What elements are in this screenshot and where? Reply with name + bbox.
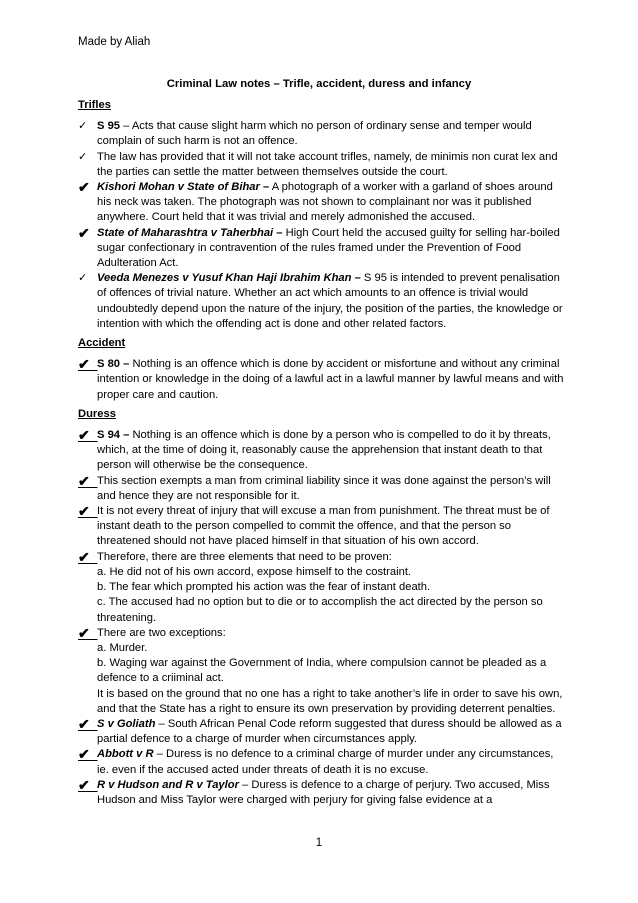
- list-item: [78, 226, 564, 272]
- item-text: [97, 227, 560, 269]
- sub-point: b. The fear which prompted his action was the fear of instant death.: [97, 581, 431, 594]
- item-text: [97, 627, 226, 639]
- list-item: [78, 504, 564, 550]
- list-item: [78, 778, 564, 808]
- item-body-text: Nothing is an offence which is done by accident or misfortune and without any criminal intention or knowledge in the doing of a lawful act in a lawful manner by lawful means and with proper care and caution.: [97, 358, 564, 401]
- item-text: [97, 429, 551, 471]
- item-text: [97, 358, 563, 400]
- item-body-text: Therefore, there are three elements that need to be proven:: [97, 550, 392, 563]
- sub-point: b. Waging war against the Government of India, where compulsion cannot be pleaded as a defence to a criiminal act.: [97, 657, 547, 685]
- list-item: [78, 626, 564, 717]
- item-body-text: The law has provided that it will not take account trifles, namely, de minimis non curat lex and the parties can settle the matter between themselves outside the court.: [97, 150, 558, 178]
- checkmark-icon: ✓: [78, 272, 88, 285]
- section-heading: Trifles: [78, 99, 111, 111]
- section-accident: [78, 336, 564, 403]
- checkmark-icon: ✔: [78, 746, 90, 763]
- checkmark-icon: ✔: [78, 548, 90, 565]
- item-body-text: – South African Penal Code reform suggested that duress should be allowed as a partial defence to a charge of murder when circumstances apply.: [97, 717, 562, 746]
- item-text: [97, 779, 549, 806]
- item-text: [97, 181, 553, 223]
- page-header: Made by Aliah: [78, 36, 151, 48]
- sub-point: c. The accused had no option but to die or to accomplish the act directed by the person so threatening.: [97, 596, 543, 624]
- case-or-section-reference: State of Maharashtra v Taherbhai –: [97, 226, 283, 239]
- item-body-text: Nothing is an offence which is done by a person who is compelled to do it by threats, which, at the time of doing it, reasonably cause the apprehension that instant death to that person will otherwise be the consequence.: [97, 429, 551, 472]
- item-body-text: S 95 is intended to prevent penalisation of offences of trivial nature. Whether an act which amounts to an offence is trivial would undoubtedly depend upon the nature of the injury, the position of the parties, the knowledge or intention with which the offending act is done and other related factors.: [97, 272, 563, 330]
- case-or-section-reference: R v Hudson and R v Taylor: [97, 778, 239, 791]
- case-or-section-reference: S 94 –: [97, 429, 130, 442]
- item-body-text: There are two exceptions:: [97, 626, 226, 639]
- item-text: [97, 120, 532, 147]
- document-title: Criminal Law notes – Trifle, accident, duress and infancy: [166, 78, 472, 90]
- item-body-text: – Duress is no defence to a criminal charge of murder under any circumstances, ie. even if the accused acted under threats of death it is no excuse.: [97, 748, 554, 776]
- item-text: [97, 551, 392, 563]
- checkmark-icon: ✔: [78, 715, 90, 732]
- section-trifles: [78, 98, 564, 332]
- case-or-section-reference: Veeda Menezes v Yusuf Khan Haji Ibrahim Khan –: [97, 272, 361, 285]
- case-or-section-reference: Abbott v R: [97, 748, 154, 761]
- item-text: [97, 151, 558, 178]
- sub-point: a. He did not of his own accord, expose himself to the costraint.: [97, 565, 412, 578]
- case-or-section-reference: S 95: [97, 120, 121, 133]
- checkmark-icon: ✔: [78, 776, 90, 793]
- list-item: [78, 357, 564, 403]
- list-item: [78, 747, 564, 777]
- list-item: [78, 271, 564, 332]
- section-heading: Accident: [78, 337, 126, 350]
- list-item: [78, 150, 564, 180]
- list-item: [78, 119, 564, 149]
- checkmark-icon: ✔: [78, 179, 90, 196]
- item-body-text: A photograph of a worker with a garland of shoes around his neck was taken. The photograph was not shown to complainant nor was it published anywhere. Court held that it was trivial and merely admonished the accused.: [97, 181, 553, 224]
- checkmark-icon: ✔: [78, 624, 90, 641]
- case-or-section-reference: S 80 –: [97, 358, 130, 371]
- checkmark-icon: ✔: [78, 503, 90, 520]
- item-body-text: It is not every threat of injury that will excuse a man from punishment. The threat must be of instant death to the person compelled to commit the offence, and that the person so threatened should not have placed himself in that situation of his own accord.: [97, 505, 550, 548]
- section-heading: Duress: [78, 407, 116, 420]
- section-duress: [78, 407, 564, 808]
- item-text: [97, 475, 551, 502]
- sub-point: a. Murder.: [97, 641, 148, 654]
- document-body: [78, 98, 564, 812]
- list-item: [78, 474, 564, 504]
- checkmark-icon: ✔: [78, 224, 90, 241]
- checkmark-icon: ✓: [78, 120, 88, 133]
- item-body-text: This section exempts a man from criminal liability since it was done against the person’s will and hence they are not responsible for it.: [97, 474, 551, 502]
- item-body-text: High Court held the accused guilty for selling har-boiled sugar confectionary in contravention of the rules framed under the Prevention of Food Adulteration Act.: [97, 226, 560, 270]
- page-number: 1: [315, 837, 323, 849]
- list-item: [78, 550, 564, 626]
- checkmark-icon: ✔: [78, 472, 90, 489]
- item-text: [97, 272, 563, 330]
- checkmark-icon: ✔: [78, 356, 90, 373]
- list-item: [78, 428, 564, 474]
- item-text: [97, 505, 549, 547]
- checkmark-icon: ✔: [78, 427, 90, 444]
- sub-point: It is based on the ground that no one has a right to take another’s life in order to save his own, and that the State has a right to ensure its own preservation by providing deterrent penalties.: [97, 687, 563, 715]
- list-item: [78, 717, 564, 747]
- item-text: [97, 748, 553, 775]
- list-item: [78, 180, 564, 226]
- checkmark-icon: ✓: [78, 150, 88, 163]
- case-or-section-reference: S v Goliath: [97, 717, 156, 730]
- case-or-section-reference: Kishori Mohan v State of Bihar –: [97, 181, 270, 194]
- item-text: [97, 718, 562, 745]
- item-body-text: – Acts that cause slight harm which no person of ordinary sense and temper would complain of such harm is not an offence.: [97, 120, 532, 148]
- item-body-text: – Duress is defence to a charge of perjury. Two accused, Miss Hudson and Miss Taylor were charged with perjury for giving false evidence at a: [97, 778, 550, 806]
